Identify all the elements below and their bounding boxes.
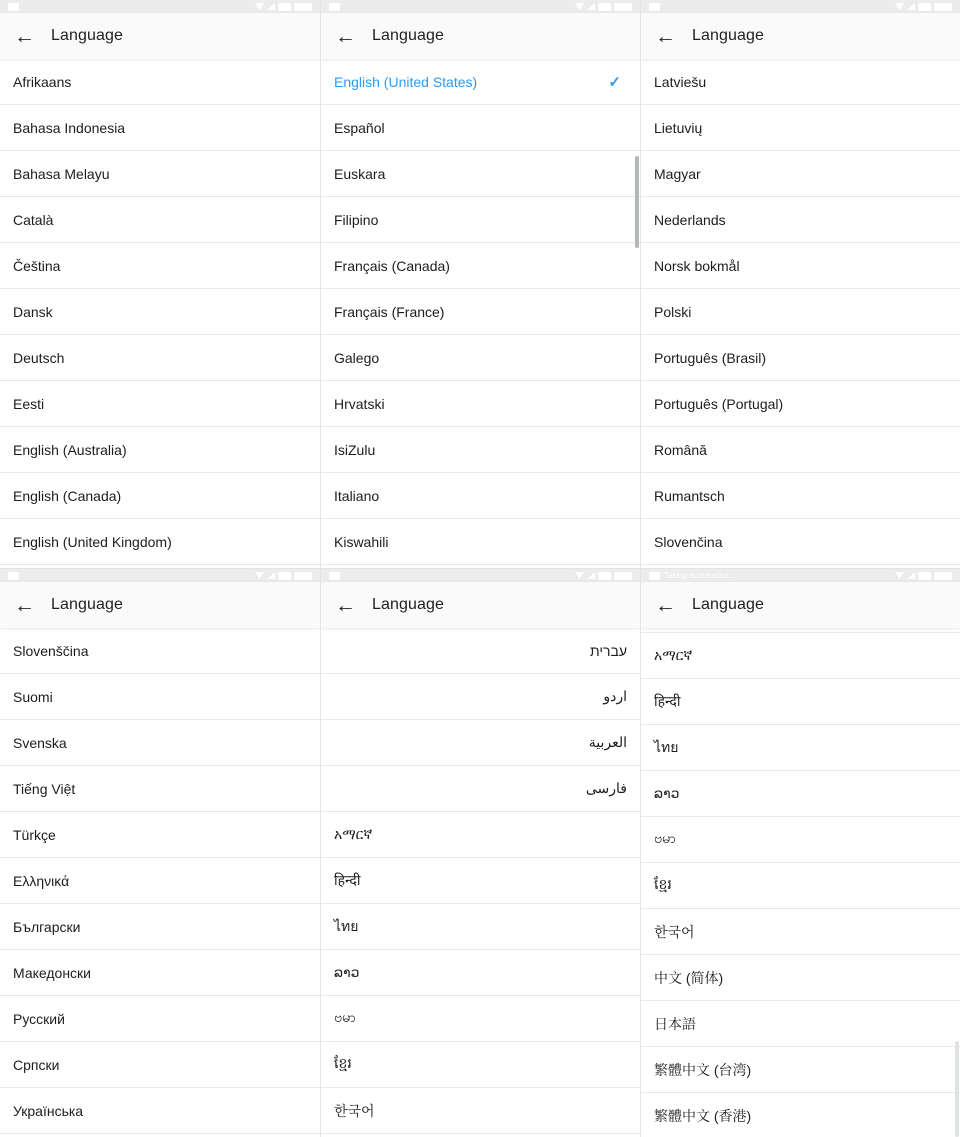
language-label: Ελληνικά	[13, 872, 70, 889]
language-label: ລາວ	[654, 785, 680, 801]
screenshot-icon	[8, 572, 19, 580]
language-option[interactable]	[0, 628, 320, 674]
language-label: Tiếng Việt	[13, 780, 76, 797]
app-bar	[641, 13, 960, 59]
status-bar-right	[255, 572, 312, 580]
language-label: Galego	[334, 349, 380, 366]
language-screen-4	[0, 568, 320, 1137]
status-bar-right	[895, 572, 952, 580]
language-label: English (United Kingdom)	[13, 533, 172, 550]
clock-icon	[294, 3, 312, 11]
page-title: Language	[372, 27, 444, 44]
language-label: Slovenščina	[13, 642, 89, 659]
language-label: ไทย	[654, 738, 679, 755]
page-title: Language	[51, 27, 123, 44]
language-option[interactable]	[321, 858, 640, 904]
language-option[interactable]	[321, 519, 640, 565]
language-option[interactable]	[321, 289, 640, 335]
language-label: English (Australia)	[13, 441, 127, 458]
battery-icon	[598, 572, 611, 580]
language-option[interactable]	[0, 519, 320, 565]
language-label: العربية	[588, 734, 627, 750]
battery-icon	[278, 3, 291, 11]
language-option[interactable]	[641, 863, 960, 909]
language-label: 繁體中文 (台湾)	[654, 1061, 752, 1078]
language-option[interactable]	[641, 817, 960, 863]
language-option[interactable]	[0, 427, 320, 473]
language-label: עברית	[589, 642, 627, 659]
language-option[interactable]	[641, 197, 960, 243]
battery-icon	[918, 572, 931, 580]
app-bar	[321, 13, 640, 59]
back-arrow-icon[interactable]: ←	[335, 24, 356, 48]
language-option[interactable]	[321, 243, 640, 289]
language-screen-3	[640, 0, 960, 568]
status-bar	[321, 569, 640, 582]
language-label: Македонски	[13, 964, 91, 981]
language-option[interactable]	[321, 1042, 640, 1088]
language-option[interactable]	[0, 243, 320, 289]
language-label: Русский	[13, 1010, 65, 1027]
status-bar	[0, 569, 320, 582]
screenshot-icon	[649, 572, 660, 580]
language-screen-6	[640, 568, 960, 1137]
language-list	[0, 59, 320, 565]
language-label: Magyar	[654, 165, 701, 182]
language-option[interactable]	[0, 1042, 320, 1088]
language-list	[321, 628, 640, 1134]
language-label: Afrikaans	[13, 73, 72, 90]
language-label: Polski	[654, 303, 692, 320]
back-arrow-icon[interactable]: ←	[14, 24, 35, 48]
status-bar-left	[8, 572, 23, 580]
language-option[interactable]	[321, 950, 640, 996]
language-label: Norsk bokmål	[654, 257, 740, 274]
language-option-selected[interactable]	[321, 59, 640, 105]
language-option[interactable]	[0, 59, 320, 105]
language-label: አማርኛ	[654, 647, 693, 663]
language-label: ဗမာ	[654, 830, 676, 846]
language-label: IsiZulu	[334, 441, 376, 458]
signal-icon	[907, 572, 915, 579]
language-option[interactable]	[641, 633, 960, 679]
language-label: 한국어	[654, 923, 695, 940]
status-bar-left	[649, 571, 735, 580]
language-option[interactable]	[641, 1093, 960, 1137]
signal-icon	[267, 572, 275, 579]
language-option[interactable]	[0, 950, 320, 996]
scrollbar-thumb[interactable]	[955, 1041, 959, 1137]
language-option[interactable]	[0, 674, 320, 720]
back-arrow-icon[interactable]: ←	[655, 593, 676, 617]
language-label: Filipino	[334, 211, 379, 228]
language-option[interactable]	[641, 427, 960, 473]
language-label: Deutsch	[13, 349, 65, 366]
wifi-icon	[575, 3, 584, 10]
language-option[interactable]	[641, 1001, 960, 1047]
wifi-icon	[255, 3, 264, 10]
language-option[interactable]	[641, 289, 960, 335]
language-label: 日本語	[654, 1015, 696, 1032]
language-label: Български	[13, 918, 81, 935]
language-list	[641, 59, 960, 565]
page-title: Language	[51, 596, 123, 613]
language-label: Српски	[13, 1056, 60, 1073]
status-bar-right	[895, 3, 952, 11]
clock-icon	[294, 572, 312, 580]
language-option[interactable]	[641, 473, 960, 519]
status-bar-left	[649, 3, 664, 11]
language-option[interactable]	[641, 955, 960, 1001]
language-option[interactable]	[321, 197, 640, 243]
clock-icon	[614, 572, 632, 580]
status-bar-left	[329, 3, 344, 11]
language-label: Türkçe	[13, 826, 56, 843]
language-label: ខ្មែរ	[654, 876, 672, 892]
language-label: 繁體中文 (香港)	[654, 1107, 752, 1124]
page-title: Language	[692, 596, 764, 613]
language-label: አማርኛ	[334, 826, 373, 842]
language-option[interactable]	[641, 909, 960, 955]
screenshot-icon	[8, 3, 19, 11]
scrollbar-thumb[interactable]	[635, 156, 639, 248]
page-title: Language	[372, 596, 444, 613]
language-option[interactable]	[0, 904, 320, 950]
wifi-icon	[255, 572, 264, 579]
language-screen-5	[320, 568, 640, 1137]
screenshot-icon	[649, 3, 660, 11]
clock-icon	[934, 3, 952, 11]
language-option[interactable]	[0, 197, 320, 243]
clock-icon	[934, 572, 952, 580]
language-label: Português (Portugal)	[654, 395, 784, 412]
language-label: ລາວ	[334, 964, 360, 980]
language-label: Català	[13, 211, 54, 228]
signal-icon	[587, 3, 595, 10]
language-option[interactable]	[0, 996, 320, 1042]
language-label: Italiano	[334, 487, 380, 504]
signal-icon	[587, 572, 595, 579]
language-label: Română	[654, 441, 707, 458]
back-arrow-icon[interactable]: ←	[655, 24, 676, 48]
language-label: 한국어	[334, 1102, 375, 1119]
language-label: Rumantsch	[654, 487, 725, 504]
language-label: Hrvatski	[334, 395, 385, 412]
status-bar-right	[575, 572, 632, 580]
page-title: Language	[692, 27, 764, 44]
language-option[interactable]	[641, 381, 960, 427]
language-option[interactable]	[0, 335, 320, 381]
language-label: हिन्दी	[654, 693, 681, 709]
language-option[interactable]	[321, 105, 640, 151]
language-option[interactable]	[641, 335, 960, 381]
language-list	[641, 628, 960, 1137]
language-option[interactable]	[641, 725, 960, 771]
status-bar	[641, 0, 960, 13]
battery-icon	[278, 572, 291, 580]
language-option[interactable]	[641, 105, 960, 151]
language-label: Français (Canada)	[334, 257, 450, 274]
language-label: Svenska	[13, 734, 67, 751]
app-bar	[321, 582, 640, 628]
language-option[interactable]	[321, 674, 640, 720]
language-option[interactable]	[321, 904, 640, 950]
language-option[interactable]	[0, 105, 320, 151]
language-option[interactable]	[0, 812, 320, 858]
language-option[interactable]	[321, 812, 640, 858]
language-option[interactable]	[321, 628, 640, 674]
status-bar-left	[329, 572, 344, 580]
app-bar	[0, 582, 320, 628]
language-label: Euskara	[334, 165, 386, 182]
language-option[interactable]	[0, 289, 320, 335]
language-option[interactable]	[321, 1088, 640, 1134]
app-bar	[0, 13, 320, 59]
language-label: English (United States)	[334, 73, 478, 90]
battery-icon	[918, 3, 931, 11]
language-option[interactable]	[641, 771, 960, 817]
status-bar-left	[8, 3, 23, 11]
language-option[interactable]	[321, 473, 640, 519]
language-label: ไทย	[334, 917, 359, 934]
signal-icon	[907, 3, 915, 10]
wifi-icon	[895, 572, 904, 579]
language-option[interactable]	[0, 473, 320, 519]
language-label: فارسی	[585, 780, 627, 796]
language-list	[321, 59, 640, 565]
wifi-icon	[575, 572, 584, 579]
signal-icon	[267, 3, 275, 10]
clock-icon	[614, 3, 632, 11]
language-label: Suomi	[13, 688, 53, 705]
language-label: Latviešu	[654, 73, 707, 90]
check-icon: ✓	[608, 73, 621, 91]
language-label: Čeština	[13, 257, 61, 274]
language-screen-2	[320, 0, 640, 568]
language-option[interactable]	[321, 151, 640, 197]
status-bar-right	[575, 3, 632, 11]
language-label: Español	[334, 119, 385, 136]
language-option[interactable]	[0, 720, 320, 766]
language-label: ဗမာ	[334, 1009, 356, 1025]
status-bar-right	[255, 3, 312, 11]
back-arrow-icon[interactable]: ←	[14, 593, 35, 617]
app-bar	[641, 582, 960, 628]
language-label: Bahasa Indonesia	[13, 119, 126, 136]
language-label: Eesti	[13, 395, 45, 412]
language-label: Português (Brasil)	[654, 349, 767, 366]
language-label: Bahasa Melayu	[13, 165, 110, 182]
language-label: ខ្មែរ	[334, 1055, 352, 1071]
language-option[interactable]	[321, 996, 640, 1042]
language-option[interactable]	[0, 1088, 320, 1134]
back-arrow-icon[interactable]: ←	[335, 593, 356, 617]
language-label: English (Canada)	[13, 487, 122, 504]
language-option[interactable]	[0, 151, 320, 197]
language-option[interactable]	[321, 335, 640, 381]
language-label: Українська	[13, 1102, 84, 1119]
language-label: Français (France)	[334, 303, 445, 320]
language-label: اردو	[603, 688, 627, 704]
battery-icon	[598, 3, 611, 11]
status-bar	[321, 0, 640, 13]
language-label: 中文 (简体)	[654, 969, 724, 986]
language-label: Kiswahili	[334, 533, 389, 550]
language-option[interactable]	[321, 720, 640, 766]
language-option[interactable]	[641, 679, 960, 725]
language-label: Dansk	[13, 303, 53, 320]
language-option[interactable]	[641, 59, 960, 105]
status-bar	[0, 0, 320, 13]
status-bar	[641, 569, 960, 582]
language-label: हिन्दी	[334, 872, 361, 888]
language-option[interactable]	[321, 381, 640, 427]
language-screen-1	[0, 0, 320, 568]
language-option[interactable]	[321, 427, 640, 473]
language-option[interactable]	[641, 1047, 960, 1093]
language-option[interactable]	[0, 766, 320, 812]
language-option[interactable]	[321, 766, 640, 812]
wifi-icon	[895, 3, 904, 10]
screenshot-icon	[329, 3, 340, 11]
language-option[interactable]	[0, 381, 320, 427]
language-list	[0, 628, 320, 1134]
language-option[interactable]	[0, 858, 320, 904]
language-option[interactable]	[641, 243, 960, 289]
language-option[interactable]	[641, 519, 960, 565]
language-label: Lietuvių	[654, 119, 703, 136]
status-note: Taking screenshot...	[664, 571, 736, 580]
screenshot-icon	[329, 572, 340, 580]
language-label: Nederlands	[654, 211, 726, 228]
language-label: Slovenčina	[654, 533, 723, 550]
language-option[interactable]	[641, 151, 960, 197]
